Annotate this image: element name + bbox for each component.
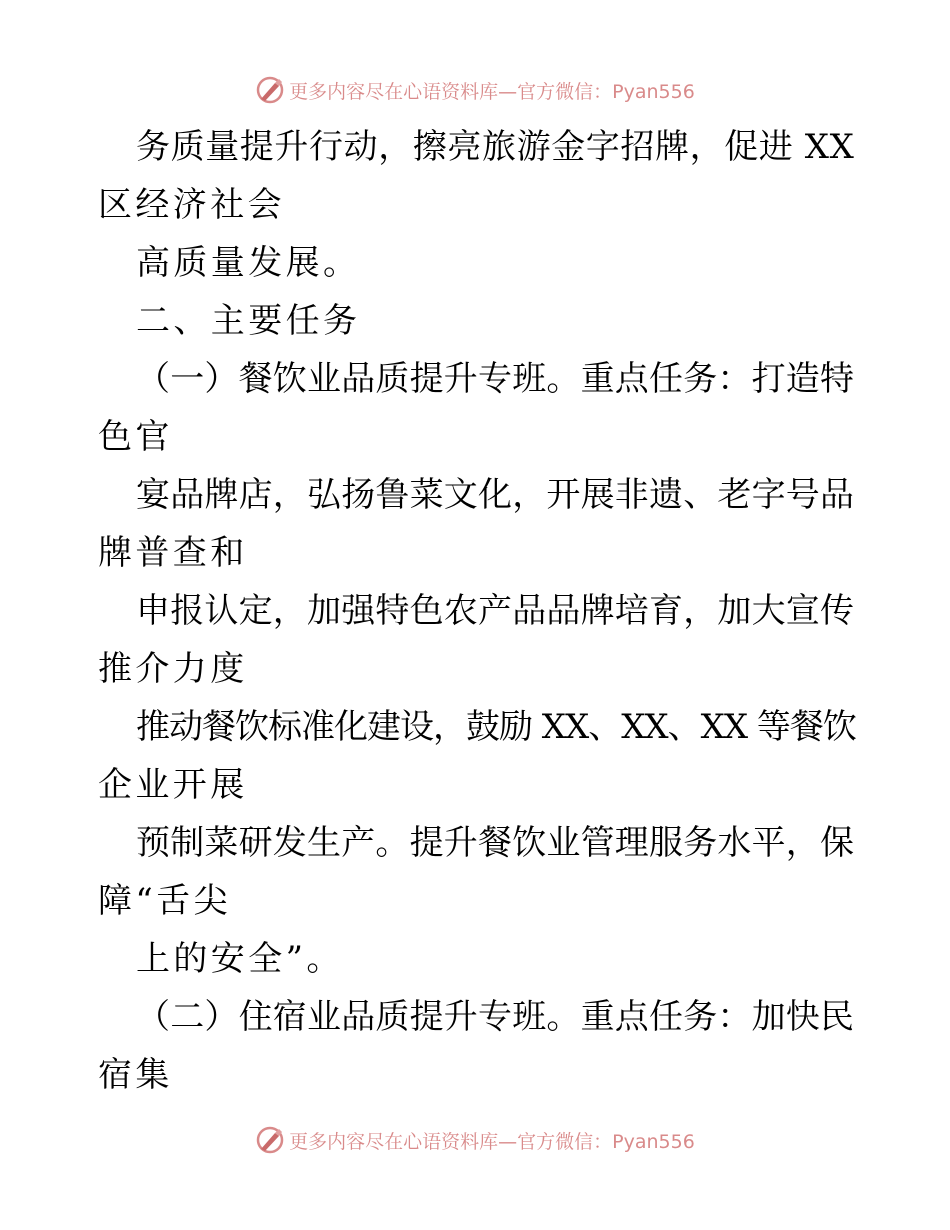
watermark-header bbox=[0, 70, 950, 110]
text-line: 申报认定，加强特色农产品品牌培育，加大宣传 bbox=[136, 591, 855, 631]
text-line: 牌普查和 bbox=[98, 533, 248, 573]
pen-logo-icon bbox=[255, 1125, 285, 1155]
text-line: （二）住宿业品质提升专班。重点任务：加快民 bbox=[136, 997, 855, 1037]
text-line: 企业开展 bbox=[98, 765, 248, 805]
text-line: 宿集 bbox=[98, 1055, 173, 1095]
text-line: 上的安全”。 bbox=[136, 939, 344, 979]
pen-logo-icon bbox=[255, 75, 285, 105]
watermark-footer bbox=[0, 1120, 950, 1160]
text-line: 宴品牌店，弘扬鲁菜文化，开展非遗、老字号品 bbox=[136, 475, 855, 515]
text-line: 预制菜研发生产。提升餐饮业管理服务水平，保 bbox=[136, 823, 855, 863]
text-line: 色官 bbox=[98, 417, 173, 457]
watermark-text: 更多内容尽在心语资料库—官方微信：Pyan556 bbox=[289, 1130, 695, 1153]
text-line: （一）餐饮业品质提升专班。重点任务：打造特 bbox=[136, 359, 855, 399]
text-line: 推介力度 bbox=[98, 649, 248, 689]
document-body bbox=[98, 118, 858, 1104]
section-heading: 二、主要任务 bbox=[136, 301, 361, 341]
text-line: 推动餐饮标准化建设，鼓励 XX、XX、XX 等餐饮 bbox=[136, 707, 856, 747]
text-line: 障“舌尖 bbox=[98, 881, 231, 921]
text-line: 务质量提升行动，擦亮旅游金字招牌，促进 XX bbox=[136, 127, 855, 167]
text-line: 高质量发展。 bbox=[136, 243, 361, 283]
text-line: 区经济社会 bbox=[98, 185, 285, 225]
watermark-text: 更多内容尽在心语资料库—官方微信：Pyan556 bbox=[289, 80, 695, 103]
